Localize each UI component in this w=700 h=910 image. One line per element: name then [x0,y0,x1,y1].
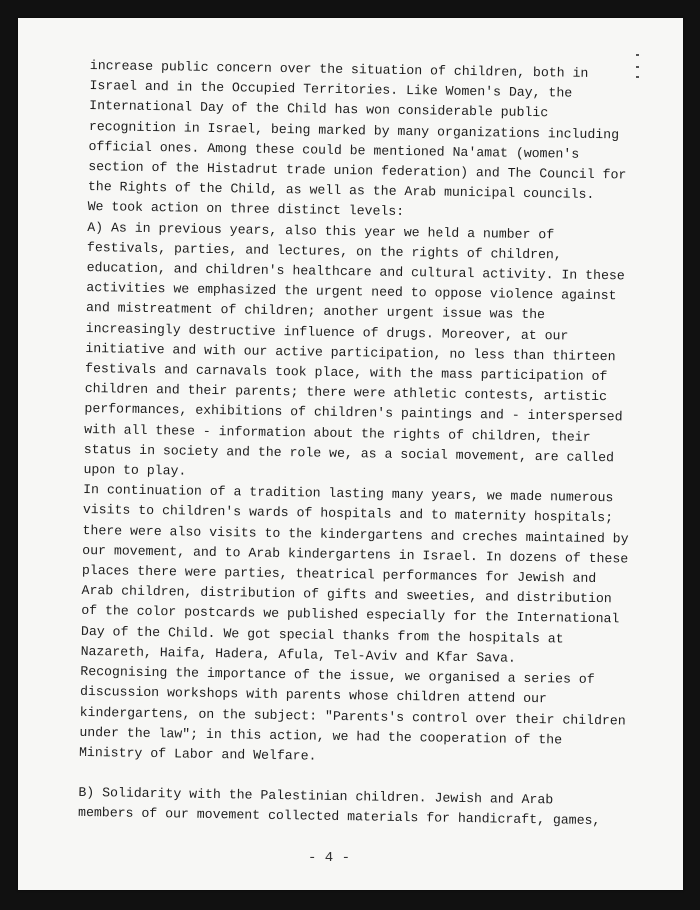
paragraph-workshops: Recognising the importance of the issue, we organised a series of discussion workshops with parents whose children attend our kindergartens, on the subject: "Parents's control over their children under the law"; in this action, we had the cooperation of the Ministry of Labor and Welfare. [78,664,626,764]
page-number: - 4 - [308,850,351,866]
paragraph-section-b: B) Solidarity with the Palestinian children. Jewish and Arab members of our movement collected materials for handicraft, games, [77,785,601,829]
edge-mark [636,54,639,56]
edge-mark [636,76,639,78]
document-page [18,18,683,890]
paragraph-levels-intro: We took action on three distinct levels: [87,199,405,220]
paragraph-hospital-visits: In continuation of a tradition lasting many years, we made numerous visits to children's wards of hospitals and to maternity hospitals; there were also visits to the kindergartens and creches maintained by our movement, and to Arab kindergartens in Israel. In dozens of these places there were parties, theatrical performances for Jewish and Arab children, distribution of gifts and sweeties, and distribution of the color postcards we published especially for the International Day of the Child. We got special thanks from the hospitals at Nazareth, Haifa, Hadera, Afula, Tel-Aviv and Kfar Sava. [80,482,629,666]
body-text [78,56,655,832]
paragraph-continuation: increase public concern over the situation of children, both in Israel and in the Occupied Territories. Like Women's Day, the International Day of the Child has won considerable public recognition in Israel, being marked by many organizations including official ones. Among these could be mentioned Na'amat (women's section of the Histadrut trade union federation) and The Council for the Rights of the Child, as well as the Arab municipal councils. [87,57,627,203]
edge-mark [636,66,639,68]
paragraph-section-a: A) As in previous years, also this year we held a number of festivals, parties, and lectures, on the rights of children, education, and children's healthcare and cultural activity. In these activities we emphasized the urgent need to oppose violence against and mistreatment of children; another urgent issue was the increasingly destructive influence of drugs. Moreover, at our initiative and with our active participation, no less than thirteen festivals and carnavals took place, with the mass participation of children and their parents; there were athletic contests, artistic performances, exhibitions of children's paintings and - interspersed with all these - information about the rights of children, their status in society and the role we, as a social movement, are called upon to play. [83,219,625,479]
